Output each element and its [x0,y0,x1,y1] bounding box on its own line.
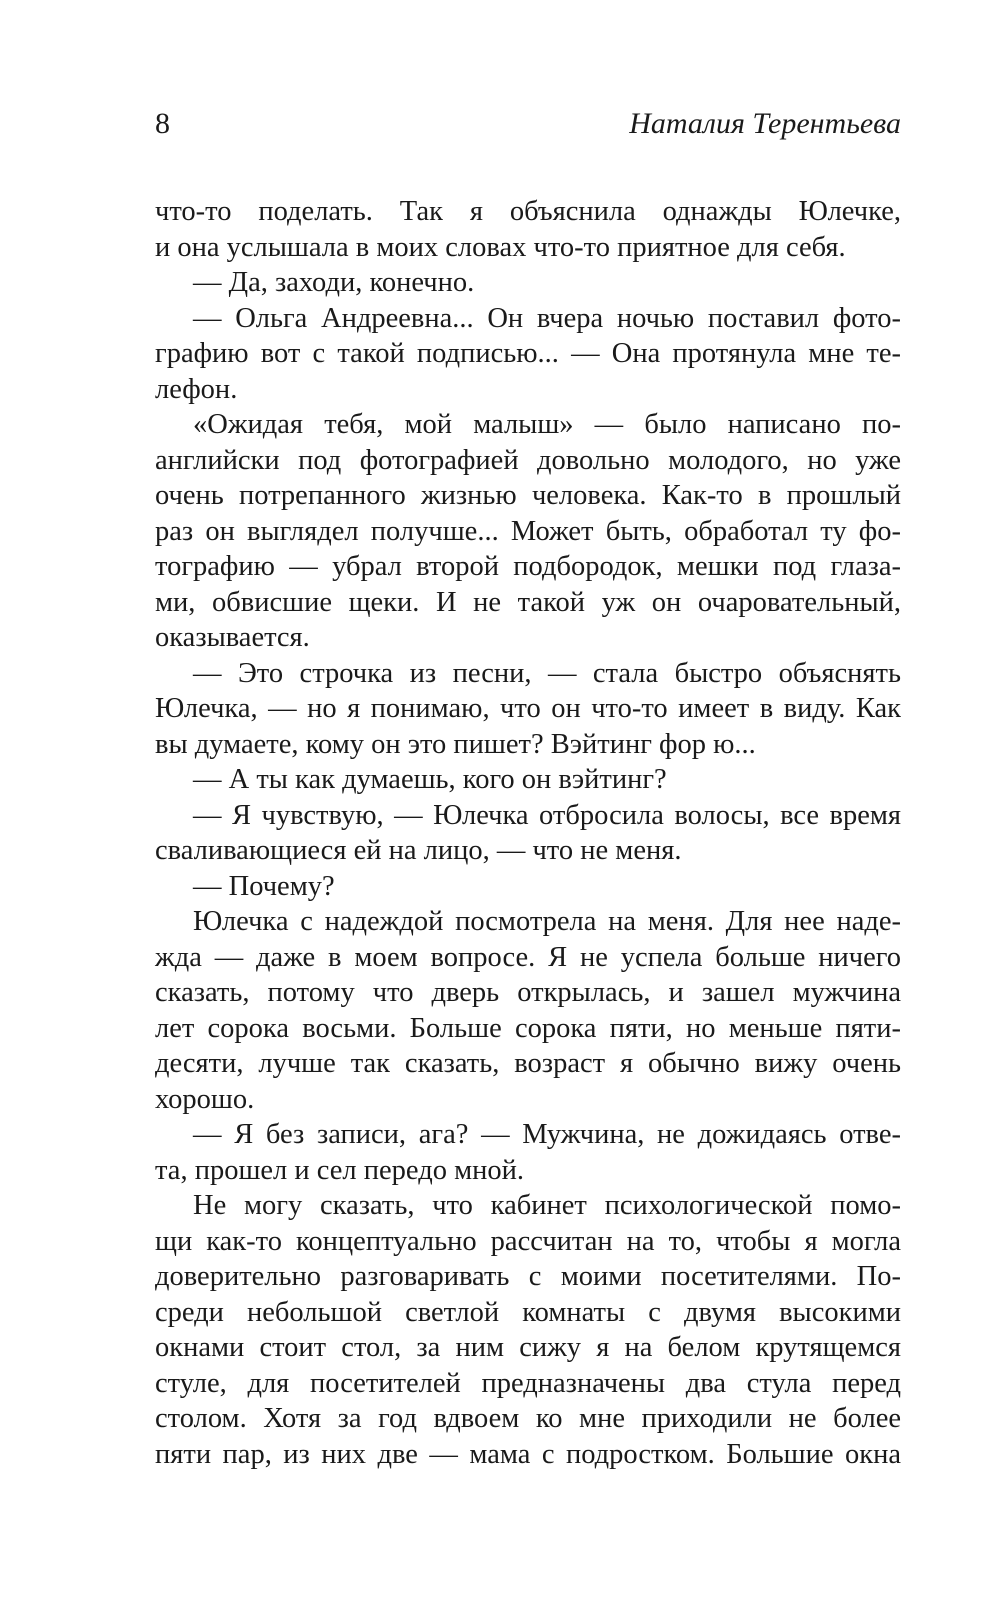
text-line: среди небольшой светлой комнаты с двумя высокими [155,1296,901,1328]
text-line: — Я без записи, ага? — Мужчина, не дожидаясь отве- [193,1119,901,1150]
text-line: — Я чувствую, — Юлечка отбросила волосы, все время [193,799,901,831]
text-line: лет сорока восьми. Больше сорока пяти, но меньше пяти- [155,1012,901,1044]
text-line: — А ты как думаешь, кого он вэйтинг? [193,764,667,795]
text-line: и она услышала в моих словах что-то приятное для себя. [155,231,846,263]
text-line: вы думаете, кому он это пишет? Вэйтинг фор ю... [155,728,756,760]
text-line: Юлечка, — но я понимаю, что он что-то имеет в виду. Как [155,693,901,724]
text-line: доверительно разговаривать с моими посетителями. По- [155,1261,901,1292]
text-line: — Ольга Андреевна... Он вчера ночью поставил фото- [193,302,901,334]
text-line: десяти, лучше так сказать, возраст я обычно вижу очень [155,1048,901,1079]
text-line: та, прошел и сел передо мной. [155,1154,524,1186]
text-line: Не могу сказать, что кабинет психологической помо- [193,1190,901,1221]
text-line: Юлечка с надеждой посмотрела на меня. Для нее наде- [193,906,901,937]
text-line: окнами стоит стол, за ним сижу я на белом крутящемся [155,1332,901,1363]
running-title: Наталия Терентьева [629,107,901,140]
text-line: ми, обвисшие щеки. И не такой уж он очаровательный, [155,586,901,618]
text-line: «Ожидая тебя, мой малыш» — было написано по- [193,409,901,440]
text-line: жда — даже в моем вопросе. Я не успела больше ничего [155,941,901,973]
text-line: тографию — убрал второй подбородок, мешки под глаза- [155,551,901,582]
text-line: — Почему? [193,870,335,902]
text-line: графию вот с такой подписью... — Она протянула мне те- [155,338,901,369]
text-line: сказать, потому что дверь открылась, и зашел мужчина [155,977,901,1008]
text-line: лефон. [155,373,238,405]
text-line: оказывается. [155,622,310,653]
text-line: хорошо. [155,1083,255,1115]
text-line: столом. Хотя за год вдвоем ко мне приходили не более [155,1403,901,1434]
text-line: что-то поделать. Так я объяснила однажды Юлечке, [155,196,901,227]
text-line: щи как-то концептуально рассчитан на то, чтобы я могла [155,1225,901,1257]
text-line: стуле, для посетителей предназначены два стула перед [155,1367,901,1399]
page-number: 8 [155,107,170,140]
text-line: — Это строчка из песни, — стала быстро объяснять [193,657,901,689]
text-line: сваливающиеся ей на лицо, — что не меня. [155,835,682,866]
text-line: — Да, заходи, конечно. [193,267,475,298]
text-line: пяти пар, из них две — мама с подростком. Большие окна [155,1438,901,1470]
text-line: очень потрепанного жизнью человека. Как-то в прошлый [155,480,901,511]
text-line: раз он выглядел получше... Может быть, обработал ту фо- [155,515,901,547]
page-header [155,104,901,144]
body-text [155,194,901,1472]
text-line: английски под фотографией довольно молодого, но уже [155,444,901,476]
